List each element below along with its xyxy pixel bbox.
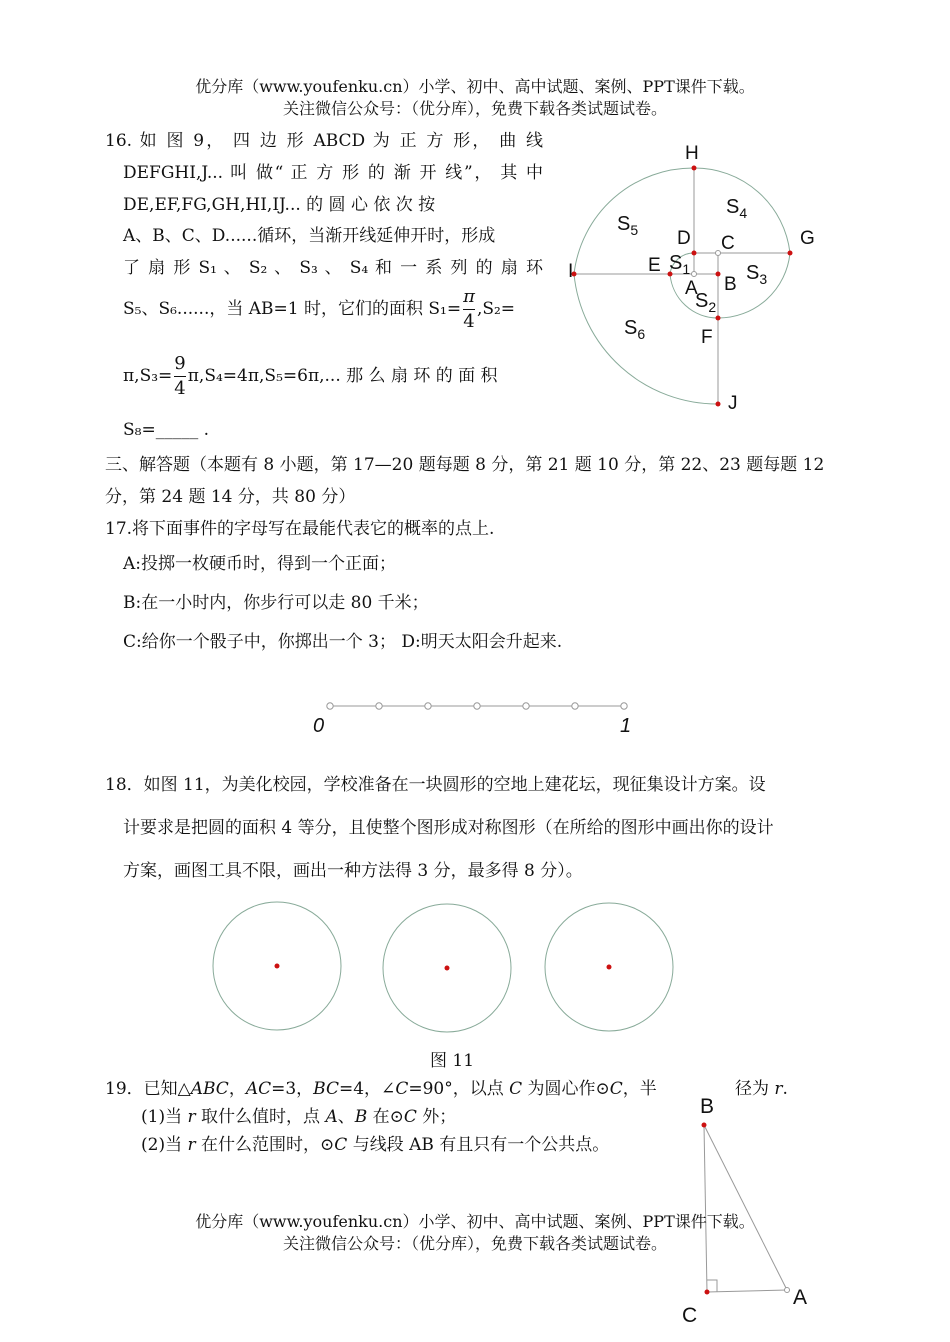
- q19-text: ，半: [622, 1079, 657, 1099]
- number-line-tick[interactable]: [327, 703, 333, 709]
- q17-event-b: B:在一小时内，你步行可以走 80 千米；: [123, 593, 429, 613]
- label-A: A: [685, 278, 698, 299]
- point-H: [692, 166, 697, 171]
- header-line-2: 关注微信公众号：（优分库），免费下载各类试题试卷。: [282, 99, 667, 118]
- q16-line-8: S₈=_____ .: [123, 420, 210, 440]
- point-B: [716, 272, 721, 277]
- sector-S5: [617, 213, 638, 238]
- fraction-denominator: 4: [463, 311, 475, 332]
- point-D: [692, 251, 697, 256]
- figure-11-circles: [200, 895, 690, 1040]
- q19-text: 在⊙: [367, 1107, 404, 1127]
- q17-title: 17.将下面事件的字母写在最能代表它的概率的点上.: [105, 519, 495, 539]
- q19-text: 在什么范围时，⊙: [195, 1135, 335, 1155]
- sector-S4: [726, 196, 747, 221]
- label-E: E: [648, 255, 661, 276]
- number-line-tick[interactable]: [621, 703, 627, 709]
- side-CA: [707, 1290, 787, 1292]
- sector-S6: [624, 317, 645, 342]
- sector-S6-letter: S: [624, 317, 638, 339]
- q19-r: r: [187, 1135, 196, 1155]
- q19-r: r: [774, 1079, 783, 1099]
- sector-S1-sub: 1: [682, 261, 691, 277]
- q19-text: 与线段 AB 有且只有一个公共点。: [347, 1135, 610, 1155]
- number-line-tick[interactable]: [474, 703, 480, 709]
- q19-text: 外；: [416, 1107, 457, 1127]
- q18-line-3: 方案，画图工具不限，画出一种方法得 3 分，最多得 8 分）。: [123, 861, 583, 881]
- triangle-abc-figure: [670, 1085, 820, 1335]
- number-line-tick[interactable]: [425, 703, 431, 709]
- q19-c: C: [403, 1107, 417, 1127]
- number-line-tick[interactable]: [376, 703, 382, 709]
- q19-ac: AC: [245, 1079, 272, 1099]
- fraction-numerator: π: [463, 286, 475, 307]
- q19-c: C: [395, 1079, 409, 1099]
- q19-b: B: [354, 1107, 368, 1127]
- label-D: D: [677, 228, 691, 249]
- probability-number-line: [300, 690, 650, 746]
- point-C: [705, 1290, 710, 1295]
- point-C: [716, 251, 721, 256]
- q16-line-7a: π,S₃=: [123, 366, 173, 386]
- number-line-label-1: 1: [620, 715, 632, 737]
- point-A: [785, 1288, 790, 1293]
- label-H: H: [685, 143, 699, 164]
- number-line-label-0: 0: [313, 715, 325, 737]
- label-J: J: [728, 393, 738, 414]
- q19-text: =4，∠: [339, 1079, 396, 1099]
- label-B: B: [724, 274, 737, 295]
- sector-S2-letter: S: [695, 290, 709, 312]
- q19-text: =90°，以点: [408, 1079, 510, 1099]
- q17-event-cd: C:给你一个骰子中，你掷出一个 3； D:明天太阳会升起来.: [123, 632, 563, 652]
- sector-S4-sub: 4: [739, 205, 748, 221]
- circle-1-center: [275, 964, 280, 969]
- q19-line-1: 19．已知△ABC，AC=3，BC=4，∠C=90°，以点 C 为圆心作⊙C，半: [105, 1079, 657, 1099]
- q19-text: 19．已知△: [105, 1079, 191, 1099]
- sector-S3-sub: 3: [759, 271, 768, 287]
- header-line-1: 优分库（www.youfenku.cn）小学、初中、高中试题、案例、PPT课件下载。: [195, 77, 755, 96]
- figure-9-involute: [560, 140, 830, 420]
- fraction-bar: [174, 376, 185, 377]
- label-F: F: [701, 327, 713, 348]
- square-ABCD: [694, 253, 718, 274]
- sector-S2: [695, 290, 716, 315]
- point-F: [716, 316, 721, 321]
- q18-line-1: 18．如图 11，为美化校园，学校准备在一块圆形的空地上建花坛，现征集设计方案。设: [105, 775, 766, 795]
- q16-line-1: 16. 如 图 9， 四 边 形 ABCD 为 正 方 形， 曲 线: [105, 131, 543, 151]
- figure-11-caption: 图 11: [430, 1051, 475, 1071]
- q16-line-2: DEFGHI,J... 叫 做“ 正 方 形 的 渐 开 线”， 其 中: [123, 163, 543, 183]
- footer-line-2: 关注微信公众号：（优分库），免费下载各类试题试卷。: [282, 1234, 667, 1253]
- q19-r: r: [187, 1107, 196, 1127]
- q19-text: =3，: [271, 1079, 314, 1099]
- sector-S3-letter: S: [746, 262, 760, 284]
- label-B: B: [700, 1095, 715, 1118]
- sector-S1: [669, 252, 690, 277]
- label-C: C: [721, 233, 735, 254]
- fraction-nine-over-4: [174, 355, 185, 398]
- q19-text: 径为: [735, 1079, 775, 1099]
- q19-c: C: [334, 1135, 348, 1155]
- footer-line-1: 优分库（www.youfenku.cn）小学、初中、高中试题、案例、PPT课件下载。: [195, 1212, 755, 1231]
- label-G: G: [800, 228, 815, 249]
- q16-line-6: [123, 288, 515, 331]
- q16-line-6b: ,S₂=: [476, 299, 516, 319]
- sector-S5-sub: 5: [630, 222, 639, 238]
- point-G: [788, 251, 793, 256]
- sector-S2-sub: 2: [708, 299, 717, 315]
- fraction-numerator: 9: [174, 353, 186, 374]
- q19-c: C: [509, 1079, 523, 1099]
- q19-c: C: [609, 1079, 623, 1099]
- circle-2-center: [445, 966, 450, 971]
- point-J: [716, 402, 721, 407]
- fraction-pi-over-4: [463, 288, 475, 331]
- sector-S1-letter: S: [669, 252, 683, 274]
- q19-text: (2)当: [141, 1135, 188, 1155]
- label-A: A: [793, 1286, 808, 1309]
- side-BC: [704, 1125, 707, 1292]
- point-B: [702, 1123, 707, 1128]
- q19-text: (1)当: [141, 1107, 188, 1127]
- q19-text: 取什么值时，点: [195, 1107, 326, 1127]
- q19-part-2: [141, 1130, 609, 1155]
- q16-line-3: DE,EF,FG,GH,HI,IJ... 的 圆 心 依 次 按: [123, 195, 436, 215]
- sector-S3: [746, 262, 767, 287]
- section-3-line-1: 三、解答题（本题有 8 小题，第 17—20 题每题 8 分，第 21 题 10 分，第 22、23 题每题 12: [105, 455, 825, 475]
- q19-abc: ABC: [190, 1079, 229, 1099]
- q18-line-2: 计要求是把圆的面积 4 等分，且使整个图形成对称图形（在所给的图形中画出你的设计: [123, 818, 774, 838]
- sector-S6-sub: 6: [637, 326, 646, 342]
- q16-line-6a: S₅、S₆......，当 AB=1 时，它们的面积 S₁=: [123, 299, 462, 319]
- number-line-tick[interactable]: [523, 703, 529, 709]
- q16-line-5: 了 扇 形 S₁ 、 S₂ 、 S₃ 、 S₄ 和 一 系 列 的 扇 环: [123, 258, 543, 278]
- q19-text: 为圆心作⊙: [522, 1079, 610, 1099]
- label-I: I: [568, 261, 574, 282]
- q17-event-a: A:投掷一枚硬币时，得到一个正面；: [123, 554, 397, 574]
- sector-S4-letter: S: [726, 196, 740, 218]
- q19-part-1: [141, 1102, 456, 1127]
- q16-line-4: A、B、C、D......循环，当渐开线延伸开时，形成: [123, 226, 496, 246]
- q19-text: .: [782, 1079, 788, 1099]
- q19-a: A: [325, 1107, 338, 1127]
- q19-bc: BC: [313, 1079, 339, 1099]
- circle-3-center: [607, 965, 612, 970]
- number-line-tick[interactable]: [572, 703, 578, 709]
- q16-line-7b: π,S₄=4π,S₅=6π,... 那 么 扇 环 的 面 积: [187, 366, 498, 386]
- fraction-denominator: 4: [174, 378, 186, 399]
- q19-text: 、: [337, 1107, 355, 1127]
- label-C: C: [682, 1304, 698, 1327]
- point-A: [692, 272, 697, 277]
- sector-S5-letter: S: [617, 213, 631, 235]
- fraction-bar: [463, 309, 475, 310]
- side-AB: [704, 1125, 787, 1290]
- section-3-line-2: 分，第 24 题 14 分，共 80 分）: [105, 487, 356, 507]
- q16-line-7: [123, 355, 498, 398]
